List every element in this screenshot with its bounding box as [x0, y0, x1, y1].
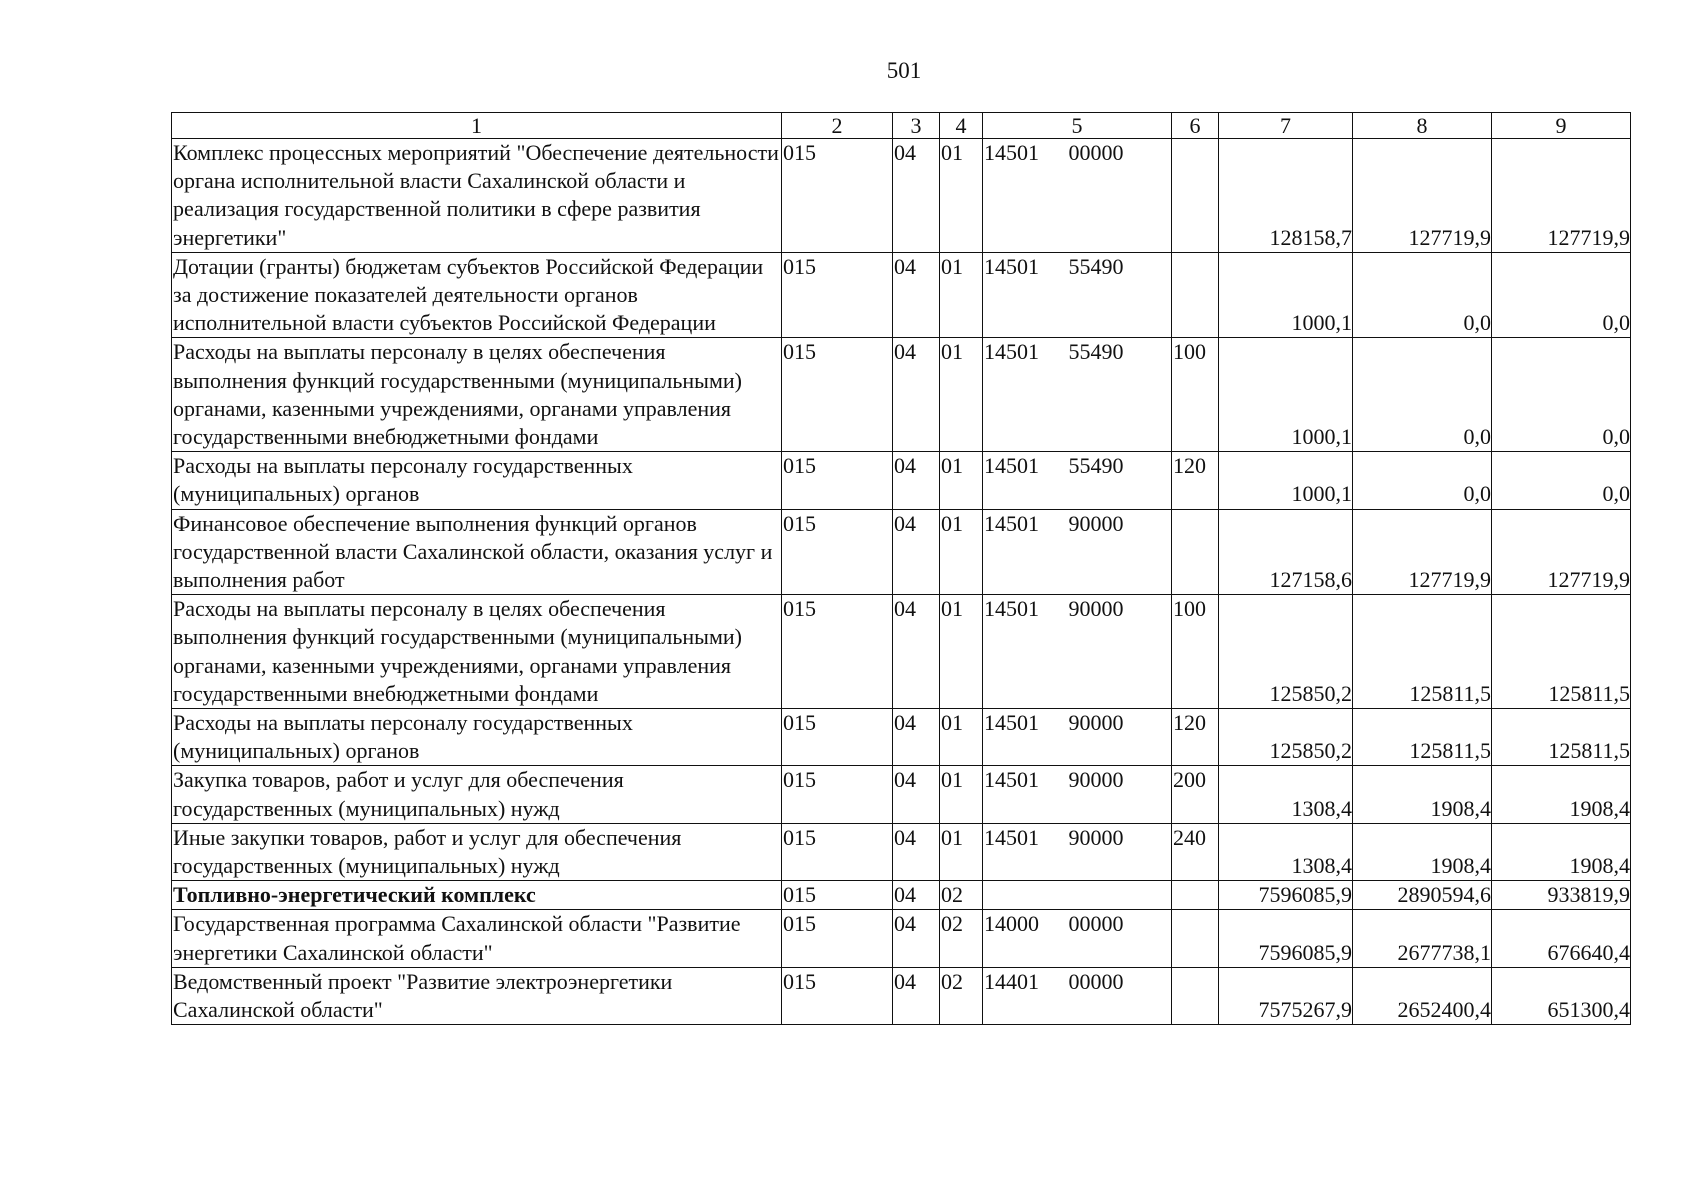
amount-col9: 127719,9	[1492, 139, 1631, 253]
subsection-code: 02	[940, 910, 983, 967]
target-article-code	[983, 509, 1172, 595]
target-article-code	[983, 967, 1172, 1024]
target-article-code	[983, 338, 1172, 452]
row-name: Финансовое обеспечение выполнения функций органов государственной власти Сахалинской области, оказания услуг и выполнения работ	[172, 509, 782, 595]
amount-col7: 128158,7	[1219, 139, 1353, 253]
amount-col8: 125811,5	[1353, 709, 1492, 766]
amount-col8: 2652400,4	[1353, 967, 1492, 1024]
section-code: 04	[893, 595, 940, 709]
target-program-code: 14501	[984, 140, 1039, 165]
subsection-code: 01	[940, 509, 983, 595]
amount-col8: 127719,9	[1353, 509, 1492, 595]
target-direction-code: 90000	[1068, 767, 1124, 793]
header-cell: 7	[1219, 113, 1353, 139]
amount-col9: 125811,5	[1492, 595, 1631, 709]
target-direction-code: 90000	[1068, 824, 1124, 850]
admin-code: 015	[782, 766, 893, 823]
target-program-code: 14501	[984, 767, 1039, 793]
amount-col7: 1308,4	[1219, 823, 1353, 880]
target-article-code	[983, 910, 1172, 967]
target-direction-code: 90000	[1068, 710, 1124, 736]
amount-col8: 0,0	[1353, 452, 1492, 509]
amount-col9: 0,0	[1492, 452, 1631, 509]
amount-col9: 933819,9	[1492, 881, 1631, 910]
target-direction-code: 00000	[1068, 968, 1124, 994]
subsection-code: 01	[940, 338, 983, 452]
expense-type-code: 200	[1172, 766, 1219, 823]
header-cell: 1	[172, 113, 782, 139]
table-header-row	[172, 113, 1631, 139]
target-article-code	[983, 595, 1172, 709]
target-article-code	[983, 252, 1172, 338]
target-direction-code: 90000	[1068, 510, 1124, 536]
table-row	[172, 881, 1631, 910]
expense-type-code	[1172, 252, 1219, 338]
amount-col8: 0,0	[1353, 338, 1492, 452]
admin-code: 015	[782, 252, 893, 338]
header-cell: 5	[983, 113, 1172, 139]
table-row	[172, 452, 1631, 509]
section-code: 04	[893, 252, 940, 338]
table-row	[172, 910, 1631, 967]
amount-col7: 1000,1	[1219, 252, 1353, 338]
target-program-code: 14501	[984, 510, 1039, 536]
row-name: Закупка товаров, работ и услуг для обеспечения государственных (муниципальных) нужд	[172, 766, 782, 823]
admin-code: 015	[782, 823, 893, 880]
table-row	[172, 595, 1631, 709]
table-row	[172, 766, 1631, 823]
row-name: Расходы на выплаты персоналу в целях обеспечения выполнения функций государственными (муниципальными) органами, казенными учреждениями, органами управления государственными внебюджетными фондами	[172, 338, 782, 452]
table-row	[172, 823, 1631, 880]
subsection-code: 01	[940, 766, 983, 823]
target-program-code: 14501	[984, 596, 1039, 622]
subsection-code: 01	[940, 823, 983, 880]
table-row	[172, 252, 1631, 338]
amount-col8: 127719,9	[1353, 139, 1492, 253]
amount-col7: 7596085,9	[1219, 881, 1353, 910]
amount-col7: 1000,1	[1219, 452, 1353, 509]
amount-col7: 1308,4	[1219, 766, 1353, 823]
expense-type-code: 120	[1172, 452, 1219, 509]
admin-code: 015	[782, 595, 893, 709]
section-code: 04	[893, 338, 940, 452]
section-code: 04	[893, 910, 940, 967]
amount-col7: 1000,1	[1219, 338, 1353, 452]
row-name: Расходы на выплаты персоналу в целях обеспечения выполнения функций государственными (муниципальными) органами, казенными учреждениями, органами управления государственными внебюджетными фондами	[172, 595, 782, 709]
expense-type-code	[1172, 910, 1219, 967]
row-name: Государственная программа Сахалинской области "Развитие энергетики Сахалинской области"	[172, 910, 782, 967]
section-code: 04	[893, 509, 940, 595]
target-article-code	[983, 139, 1172, 253]
expense-type-code: 100	[1172, 338, 1219, 452]
amount-col9: 127719,9	[1492, 509, 1631, 595]
target-direction-code: 00000	[1068, 140, 1124, 165]
target-program-code: 14501	[984, 453, 1039, 479]
admin-code: 015	[782, 452, 893, 509]
table-row	[172, 509, 1631, 595]
admin-code: 015	[782, 881, 893, 910]
target-article-code	[983, 823, 1172, 880]
amount-col9: 125811,5	[1492, 709, 1631, 766]
subsection-code: 02	[940, 967, 983, 1024]
row-name: Расходы на выплаты персоналу государственных (муниципальных) органов	[172, 452, 782, 509]
target-program-code: 14501	[984, 339, 1039, 365]
admin-code: 015	[782, 509, 893, 595]
section-code: 04	[893, 967, 940, 1024]
amount-col9: 1908,4	[1492, 823, 1631, 880]
row-name: Топливно-энергетический комплекс	[172, 881, 782, 910]
amount-col7: 125850,2	[1219, 709, 1353, 766]
row-name: Комплекс процессных мероприятий "Обеспечение деятельности органа исполнительной власти Сахалинской области и реализация государственной политики в сфере развития энергетики"	[172, 139, 782, 253]
subsection-code: 01	[940, 252, 983, 338]
row-name: Иные закупки товаров, работ и услуг для обеспечения государственных (муниципальных) нужд	[172, 823, 782, 880]
target-program-code: 14501	[984, 824, 1039, 850]
target-program-code: 14401	[984, 968, 1039, 994]
section-code: 04	[893, 823, 940, 880]
budget-table	[171, 112, 1631, 1025]
table-row	[172, 967, 1631, 1024]
subsection-code: 01	[940, 452, 983, 509]
amount-col9: 1908,4	[1492, 766, 1631, 823]
amount-col7: 127158,6	[1219, 509, 1353, 595]
section-code: 04	[893, 881, 940, 910]
admin-code: 015	[782, 338, 893, 452]
row-name: Дотации (гранты) бюджетам субъектов Российской Федерации за достижение показателей деятельности органов исполнительной власти субъектов Российской Федерации	[172, 252, 782, 338]
table-row	[172, 709, 1631, 766]
expense-type-code	[1172, 139, 1219, 253]
amount-col7: 7575267,9	[1219, 967, 1353, 1024]
amount-col8: 0,0	[1353, 252, 1492, 338]
admin-code: 015	[782, 709, 893, 766]
target-article-code	[983, 452, 1172, 509]
section-code: 04	[893, 139, 940, 253]
table-row	[172, 338, 1631, 452]
amount-col9: 651300,4	[1492, 967, 1631, 1024]
section-code: 04	[893, 709, 940, 766]
subsection-code: 01	[940, 709, 983, 766]
header-cell: 4	[940, 113, 983, 139]
expense-type-code: 240	[1172, 823, 1219, 880]
expense-type-code	[1172, 881, 1219, 910]
target-direction-code: 55490	[1068, 253, 1124, 279]
header-cell: 8	[1353, 113, 1492, 139]
subsection-code: 02	[940, 881, 983, 910]
expense-type-code: 100	[1172, 595, 1219, 709]
expense-type-code: 120	[1172, 709, 1219, 766]
expense-type-code	[1172, 967, 1219, 1024]
target-program-code: 14000	[984, 911, 1039, 937]
amount-col8: 2677738,1	[1353, 910, 1492, 967]
header-cell: 9	[1492, 113, 1631, 139]
row-name: Расходы на выплаты персоналу государственных (муниципальных) органов	[172, 709, 782, 766]
admin-code: 015	[782, 139, 893, 253]
amount-col9: 0,0	[1492, 252, 1631, 338]
header-cell: 2	[782, 113, 893, 139]
amount-col8: 1908,4	[1353, 766, 1492, 823]
target-direction-code: 55490	[1068, 453, 1124, 479]
page-number: 501	[886, 58, 922, 83]
amount-col8: 125811,5	[1353, 595, 1492, 709]
subsection-code: 01	[940, 139, 983, 253]
amount-col7: 125850,2	[1219, 595, 1353, 709]
target-direction-code: 00000	[1068, 911, 1124, 937]
target-program-code: 14501	[984, 253, 1039, 279]
target-direction-code: 90000	[1068, 596, 1124, 622]
admin-code: 015	[782, 910, 893, 967]
expense-type-code	[1172, 509, 1219, 595]
target-program-code: 14501	[984, 710, 1039, 736]
section-code: 04	[893, 452, 940, 509]
table-row	[172, 139, 1631, 253]
section-code: 04	[893, 766, 940, 823]
row-name: Ведомственный проект "Развитие электроэнергетики Сахалинской области"	[172, 967, 782, 1024]
amount-col9: 676640,4	[1492, 910, 1631, 967]
header-cell: 3	[893, 113, 940, 139]
admin-code: 015	[782, 967, 893, 1024]
amount-col8: 2890594,6	[1353, 881, 1492, 910]
target-article-code	[983, 766, 1172, 823]
target-article-code	[983, 881, 1172, 910]
subsection-code: 01	[940, 595, 983, 709]
header-cell: 6	[1172, 113, 1219, 139]
amount-col9: 0,0	[1492, 338, 1631, 452]
amount-col8: 1908,4	[1353, 823, 1492, 880]
target-article-code	[983, 709, 1172, 766]
target-direction-code: 55490	[1068, 339, 1124, 365]
amount-col7: 7596085,9	[1219, 910, 1353, 967]
